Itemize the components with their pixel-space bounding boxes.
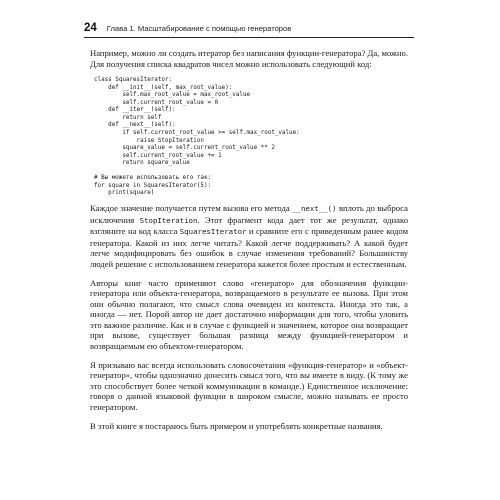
- text-run: вплоть до выброса исключения: [90, 202, 408, 225]
- running-header: [84, 22, 414, 38]
- text-run: . Этот фрагмент кода дает тот же результат, однако взгляните на код класса: [90, 214, 408, 237]
- inline-code-class-name: SquaresIterator: [179, 227, 247, 237]
- chapter-title: Глава 1. Масштабирование с помощью генераторов: [106, 24, 292, 33]
- code-line: if self.current_root_value >= self.max_root_value:: [94, 130, 300, 137]
- code-line: def __next__(self):: [94, 122, 176, 129]
- code-line: def __iter__(self):: [94, 107, 176, 114]
- code-line: class SquaresIterator:: [94, 77, 173, 84]
- inline-code-stopiteration: StopIteration: [139, 215, 198, 225]
- code-line: for square in SquaresIterator(5):: [94, 182, 212, 189]
- paragraph-closing: В этой книге я постараюсь быть примером и употреблять конкретные названия.: [90, 420, 383, 431]
- text-run: Каждое значение получается путем вызова его метода: [90, 202, 293, 213]
- intro-paragraph: Например, можно ли создать итератор без написания функции-генератора? Да, можно. Для получения списка квадратов чисел можно использовать следующий код:: [90, 48, 408, 69]
- page-content: [90, 48, 408, 431]
- code-line: print(square): [94, 190, 155, 197]
- paragraph-recommendation: Я призываю вас всегда использовать словосочетания «функция-генератор» и «объект-генератор», чтобы однозначно донесить смысл того, что вы имеете в виду. (К тому же это способствует более четкой коммуникации в команде.) Единственное исключение: говоря о данной языковой функции в широком смысле, можно называть ее просто генератором.: [90, 359, 408, 413]
- code-line: self.current_root_value += 1: [94, 152, 222, 159]
- code-line: def __init__(self, max_root_value):: [94, 84, 233, 91]
- code-line: self.max_root_value = max_root_value: [94, 92, 251, 99]
- paragraph-generator-terms: Авторы книг часто применяют слово «генератор» для обозначения функции-генератора или объекта-генератора, возвращаемого в результате ее вызова. При этом они обычно полагают, что смысл слова очевиден из контекста. Иногда это так, а иногда — нет. Порой автор не дает достаточно информации для того, чтобы уловить это важное различие. Как и в случае с функцией и значением, которое она возвращает при вызове, существует большая разница между функцией-генератором и возвращаемым ею объектом-генератором.: [90, 277, 408, 352]
- code-line: square_value = self.current_root_value ** 2: [94, 145, 275, 152]
- code-line: self.current_root_value = 0: [94, 99, 219, 106]
- page-number: 24: [84, 22, 97, 34]
- paragraph-next-method: [90, 203, 408, 270]
- code-comment: # Вы можете использовать его так:: [94, 175, 212, 182]
- inline-code-next: __next__(): [292, 203, 337, 213]
- code-line: raise StopIteration: [94, 137, 204, 144]
- code-listing: [94, 77, 408, 198]
- text-run: и сравните его с приведенным ранее кодом генератора. Какой из них легче читать? Какой легче поддерживать? А какой будет легче модифицировать без ошибок в случае изменения требований? Большинству людей решение с использованием генератора кажется более простым и естественным.: [90, 226, 409, 269]
- code-line: return square_value: [94, 160, 190, 167]
- code-line: return self: [94, 114, 162, 121]
